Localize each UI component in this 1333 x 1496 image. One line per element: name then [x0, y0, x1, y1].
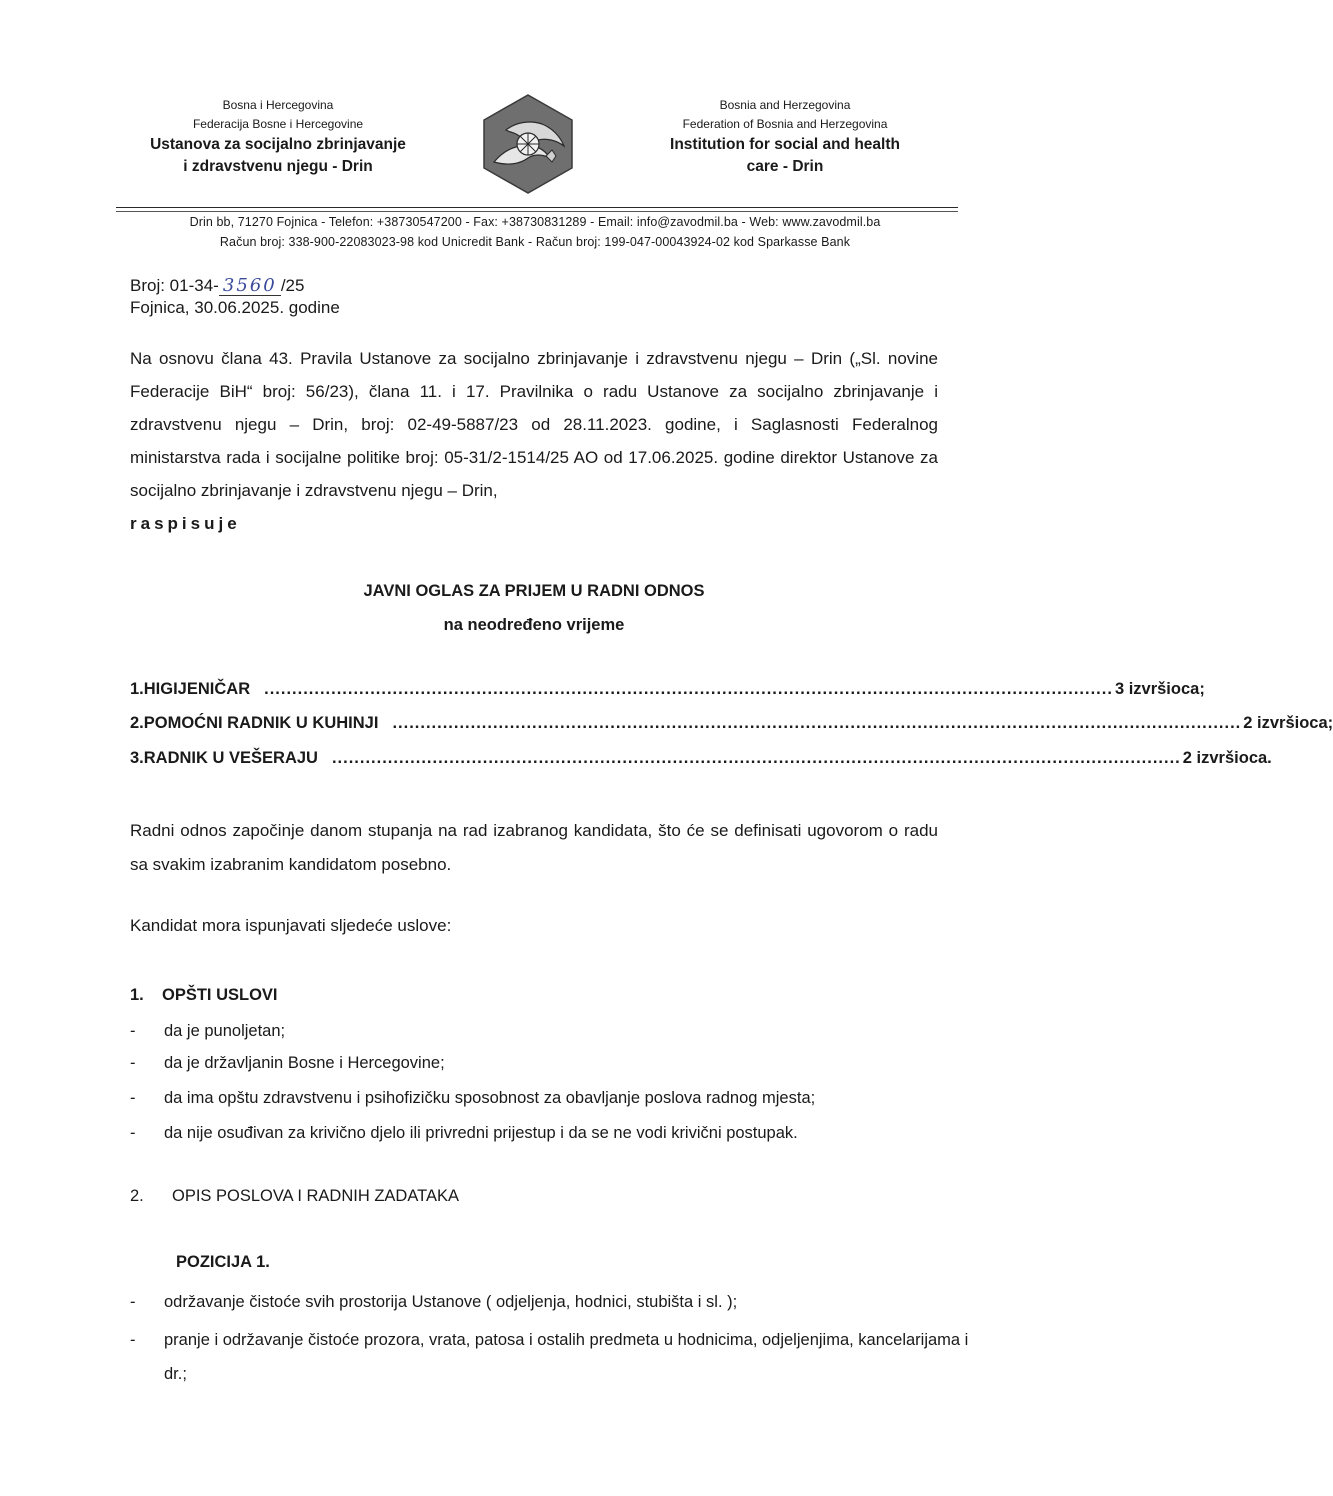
- section-heading-job-description: [130, 1187, 459, 1206]
- institution-name-en-line1: Institution for social and health: [670, 136, 900, 153]
- position-name: POMOĆNI RADNIK U KUHINJI: [143, 714, 379, 732]
- intro-text: Na osnovu člana 43. Pravila Ustanove za socijalno zbrinjavanje i zdravstvenu njegu – Drin („Sl. novine Federacije BiH“ broj: 56/23), člana 11. i 17. Pravilnika o radu Ustanove za socijalno zbrinjavanje i zdravstvenu njegu – Drin, broj: 02-49-5887/23 od 28.11.2023. godine, i Saglasnosti Federalnog ministarstva rada i socijalne politike broj: 05-31/2-1514/25 AO od 17.06.2025. godine direktor Ustanove za socijalno zbrinjavanje i zdravstvenu njegu – Drin,: [130, 349, 938, 500]
- dot-leader: ........................................................................................................................................................: [392, 714, 1242, 732]
- raspisuje-word: raspisuje: [130, 514, 241, 533]
- header-left-block: [118, 96, 438, 178]
- bullet-dash: -: [130, 1331, 136, 1349]
- dot-leader: ........................................................................................................................................................: [331, 749, 1181, 767]
- bullet-dash: -: [130, 1293, 136, 1311]
- contact-line: Drin bb, 71270 Fojnica - Telefon: +38730547200 - Fax: +38730831289 - Email: info@zavodmil.ba - Web: www.zavodmil.ba: [189, 215, 881, 229]
- position-name: RADNIK U VEŠERAJU: [143, 749, 318, 767]
- intro-paragraph: [130, 342, 938, 540]
- list-item-text: da je državljanin Bosne i Hercegovine;: [164, 1054, 445, 1072]
- section-title: OPŠTI USLOVI: [162, 986, 278, 1004]
- place-date: Fojnica, 30.06.2025. godine: [130, 298, 340, 317]
- section-heading-general-conditions: [130, 986, 278, 1005]
- position-number: 1.: [130, 680, 144, 698]
- list-item: [130, 1051, 980, 1075]
- section-title: OPIS POSLOVA I RADNIH ZADATAKA: [172, 1187, 459, 1205]
- list-item: [130, 1323, 980, 1391]
- country-name-en: Bosnia and Herzegovina: [719, 98, 851, 112]
- list-item: [130, 1290, 980, 1314]
- list-item-text: pranje i održavanje čistoće prozora, vrata, patosa i ostalih predmeta u hodnicima, odjeljenjima, kancelarijama i dr.;: [164, 1331, 969, 1383]
- bullet-dash: -: [130, 1089, 136, 1107]
- position-count: 2 izvršioca.: [1182, 749, 1272, 767]
- section-number: 1.: [130, 986, 144, 1004]
- list-item-text: da ima opštu zdravstvenu i psihofizičku sposobnost za obavljanje poslova radnog mjesta;: [164, 1089, 816, 1107]
- hexagon-hands-logo-icon: [476, 92, 580, 196]
- reference-number: [130, 276, 304, 296]
- list-item: [130, 1121, 980, 1145]
- position-row: [130, 749, 1272, 768]
- announcement-subtitle: na neodređeno vrijeme: [443, 616, 625, 634]
- list-item-text: da je punoljetan;: [164, 1022, 286, 1040]
- bullet-dash: -: [130, 1124, 136, 1142]
- list-item: [130, 1086, 980, 1110]
- institution-name-bs-line1: Ustanova za socijalno zbrinjavanje: [150, 136, 406, 153]
- position-count: 3 izvršioca;: [1114, 680, 1205, 698]
- announcement-title: JAVNI OGLAS ZA PRIJEM U RADNI ODNOS: [363, 582, 705, 600]
- bullet-dash: -: [130, 1054, 136, 1072]
- conditions-intro: Kandidat mora ispunjavati sljedeće uslove:: [130, 916, 452, 935]
- country-name-bs: Bosna i Hercegovina: [222, 98, 334, 112]
- section-number: 2.: [130, 1187, 144, 1205]
- position-count: 2 izvršioca;: [1243, 714, 1333, 732]
- header-divider: [116, 207, 958, 208]
- list-item-text: održavanje čistoće svih prostorija Ustanove ( odjeljenja, hodnici, stubišta i sl. );: [164, 1293, 738, 1311]
- bullet-dash: -: [130, 1022, 136, 1040]
- employment-start-paragraph: Radni odnos započinje danom stupanja na rad izabranog kandidata, što će se definisati ugovorom o radu sa svakim izabranim kandidatom posebno.: [130, 821, 938, 874]
- position-1-heading: POZICIJA 1.: [176, 1253, 270, 1271]
- position-row: [130, 714, 1333, 733]
- federation-name-bs: Federacija Bosne i Hercegovine: [192, 117, 364, 131]
- bank-accounts-line: Račun broj: 338-900-22083023-98 kod Unicredit Bank - Račun broj: 199-047-00043924-02 kod Sparkasse Bank: [219, 235, 851, 249]
- position-name: HIGIJENIČAR: [143, 680, 251, 698]
- dot-leader: ........................................................................................................................................................: [264, 680, 1113, 698]
- position-row: [130, 680, 1205, 699]
- header-right-block: [625, 96, 945, 178]
- list-item: [130, 1019, 980, 1043]
- position-number: 2.: [130, 714, 144, 732]
- institution-name-bs-line2: i zdravstvenu njegu - Drin: [183, 158, 373, 175]
- reference-suffix: /25: [280, 276, 305, 295]
- header-divider-thin: [116, 211, 958, 212]
- institution-name-en-line2: care - Drin: [746, 158, 824, 175]
- federation-name-en: Federation of Bosnia and Herzegovina: [682, 117, 888, 131]
- reference-prefix: Broj: 01-34-: [130, 276, 219, 295]
- position-number: 3.: [130, 749, 144, 767]
- list-item-text: da nije osuđivan za krivično djelo ili privredni prijestup i da se ne vodi krivični postupak.: [164, 1124, 798, 1142]
- handwritten-number: 3560: [219, 277, 281, 296]
